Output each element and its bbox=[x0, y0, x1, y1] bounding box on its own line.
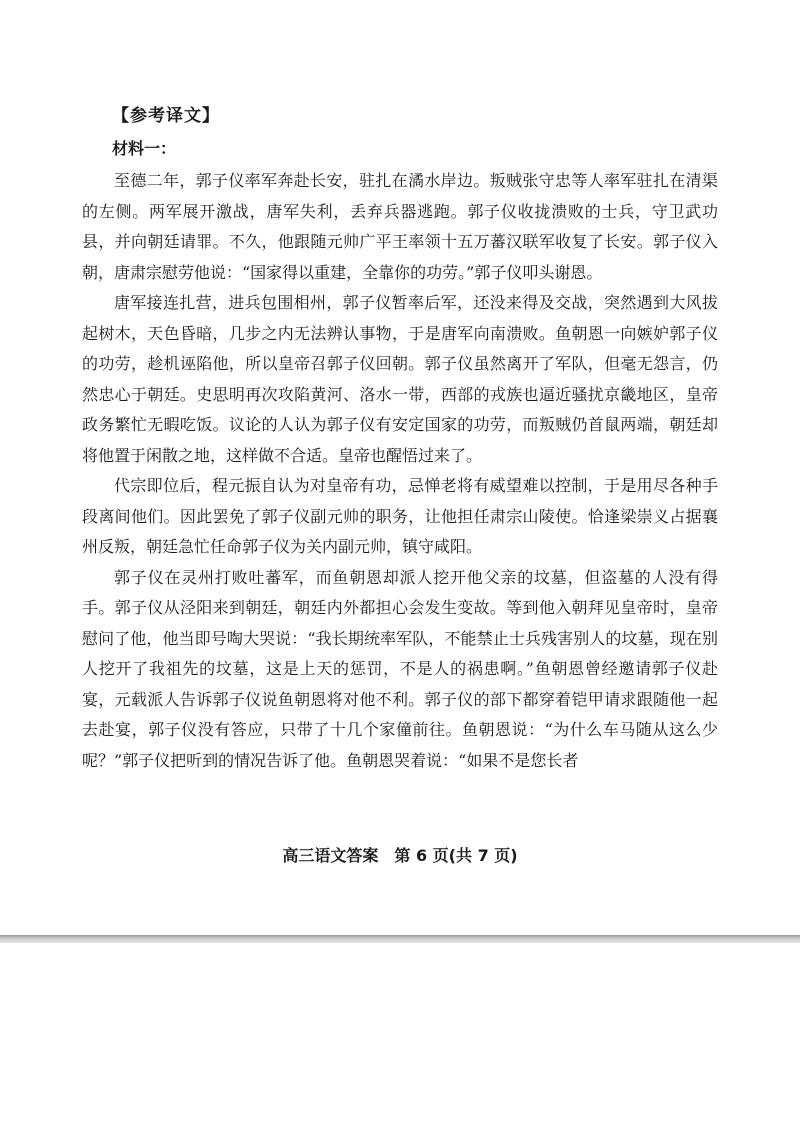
next-page-blank bbox=[0, 943, 800, 1130]
page-footer: 高三语文答案 第 6 页(共 7 页) bbox=[282, 846, 518, 865]
paragraph-1: 至德二年，郭子仪率军奔赴长安，驻扎在潏水岸边。叛贼张守忠等人率军驻扎在清渠的左侧。两军展开激战，唐军失利，丢弃兵器逃跑。郭子仪收拢溃败的士兵，守卫武功县，并向朝廷请罪。不久，他跟随元帅广平王率领十五万蕃汉联军收复了长安。郭子仪入朝，唐肃宗慰劳他说：“国家得以重建，全靠你的功劳。”郭子仪叩头谢恩。 bbox=[82, 171, 718, 282]
paragraph-4: 郭子仪在灵州打败吐蕃军，而鱼朝恩却派人挖开他父亲的坟墓，但盗墓的人没有得手。郭子仪从泾阳来到朝廷，朝廷内外都担心会发生变故。等到他入朝拜见皇帝时，皇帝慰问了他，他当即号啕大哭说：“我长期统率军队，不能禁止士兵残害别人的坟墓，现在别人挖开了我祖先的坟墓，这是上天的惩罚，不是人的祸患啊。”鱼朝恩曾经邀请郭子仪赴宴，元载派人告诉郭子仪说鱼朝恩将对他不利。郭子仪的部下都穿着铠甲请求跟随他一起去赴宴，郭子仪没有答应，只带了十几个家僮前往。鱼朝恩说：“为什么车马随从这么少呢？”郭子仪把听到的情况告诉了他。鱼朝恩哭着说：“如果不是您长者 bbox=[82, 567, 718, 770]
material-label: 材料一： bbox=[112, 139, 177, 158]
paragraph-3: 代宗即位后，程元振自认为对皇帝有功，忌惮老将有威望难以控制，于是用尽各种手段离间他们。因此罢免了郭子仪副元帅的职务，让他担任肃宗山陵使。恰逢梁崇义占据襄州反叛，朝廷急忙任命郭子仪为关内副元帅，镇守咸阳。 bbox=[82, 476, 718, 556]
translation-body bbox=[82, 166, 718, 776]
section-heading: 【参考译文】 bbox=[112, 106, 220, 126]
paragraph-2: 唐军接连扎营，进兵包围相州，郭子仪暂率后军，还没来得及交战，突然遇到大风拔起树木，天色昏暗，几步之内无法辨认事物，于是唐军向南溃败。鱼朝恩一向嫉妒郭子仪的功劳，趁机诬陷他，所以皇帝召郭子仪回朝。郭子仪虽然离开了军队，但毫无怨言，仍然忠心于朝廷。史思明再次攻陷黄河、洛水一带，西部的戎族也逼近骚扰京畿地区，皇帝政务繁忙无暇吃饭。议论的人认为郭子仪有安定国家的功劳，而叛贼仍首鼠两端，朝廷却将他置于闲散之地，这样做不合适。皇帝也醒悟过来了。 bbox=[82, 293, 718, 465]
page-separator bbox=[0, 935, 800, 943]
